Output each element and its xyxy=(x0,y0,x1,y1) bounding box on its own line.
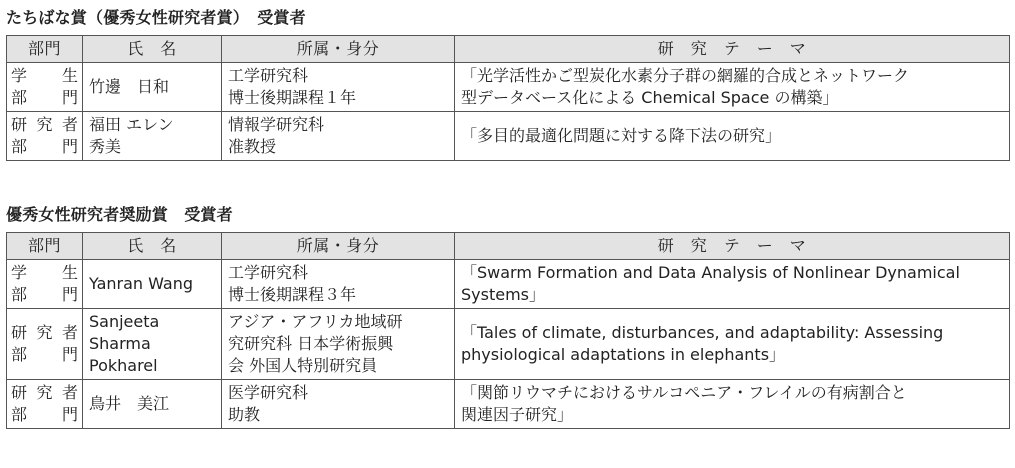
department-cell xyxy=(7,260,83,309)
table-header-row xyxy=(7,36,1010,63)
table-row xyxy=(7,112,1010,161)
awardee-name-line: 秀美 xyxy=(89,137,122,156)
table-row xyxy=(7,260,1010,309)
department-line: 部 門 xyxy=(11,88,78,107)
column-header-research-theme: 研 究 テ ー マ xyxy=(455,233,1010,260)
affiliation-cell xyxy=(222,309,455,380)
research-theme-line: 「Tales of climate, disturbances, and adaptability: Assessing xyxy=(461,323,944,342)
awardee-name-line: Pokharel xyxy=(89,356,158,375)
research-theme-cell xyxy=(455,260,1010,309)
table-row xyxy=(7,63,1010,112)
awardee-name-line: Yanran Wang xyxy=(89,274,194,293)
affiliation-line: 医学研究科 xyxy=(228,383,309,402)
department-line: 研究者 xyxy=(11,383,78,402)
affiliation-line: 工学研究科 xyxy=(228,263,309,282)
column-header-affiliation: 所属・身分 xyxy=(222,233,455,260)
affiliation-cell xyxy=(222,112,455,161)
awardee-name-line: Sharma xyxy=(89,334,151,353)
column-header-name: 氏 名 xyxy=(83,36,222,63)
department-line: 部 門 xyxy=(11,405,78,424)
research-theme-cell xyxy=(455,380,1010,429)
department-line: 学 生 xyxy=(11,263,78,282)
research-theme-line: Systems」 xyxy=(461,285,546,304)
awardee-name-cell xyxy=(83,380,222,429)
table-row xyxy=(7,309,1010,380)
table-header-row xyxy=(7,233,1010,260)
award-table-tachibana xyxy=(6,35,1010,161)
department-line: 研究者 xyxy=(11,115,78,134)
department-line: 研究者 xyxy=(11,323,78,342)
affiliation-line: 情報学研究科 xyxy=(228,115,325,134)
department-line: 部 門 xyxy=(11,137,78,156)
department-cell xyxy=(7,380,83,429)
table-row xyxy=(7,380,1010,429)
awardee-name-line: 福田 エレン xyxy=(89,115,174,134)
column-header-research-theme: 研 究 テ ー マ xyxy=(455,36,1010,63)
affiliation-line: 准教授 xyxy=(228,137,277,156)
table-body xyxy=(7,63,1010,161)
research-theme-line: 「Swarm Formation and Data Analysis of Nonlinear Dynamical xyxy=(461,263,960,282)
research-theme-line: physiological adaptations in elephants」 xyxy=(461,345,786,364)
awardee-name-line: Sanjeeta xyxy=(89,312,160,331)
affiliation-cell xyxy=(222,63,455,112)
research-theme-cell xyxy=(455,63,1010,112)
affiliation-cell xyxy=(222,260,455,309)
awardee-name-cell xyxy=(83,309,222,380)
research-theme-line: 「関節リウマチにおけるサルコペニア・フレイルの有病割合と xyxy=(461,383,907,402)
affiliation-line: 工学研究科 xyxy=(228,66,309,85)
research-theme-line: 「光学活性かご型炭化水素分子群の網羅的合成とネットワーク xyxy=(461,66,910,85)
department-cell xyxy=(7,112,83,161)
department-line: 学 生 xyxy=(11,66,78,85)
awardee-name-cell xyxy=(83,63,222,112)
section-title-encouragement-award: 優秀女性研究者奨励賞 受賞者 xyxy=(6,205,233,224)
department-cell xyxy=(7,309,83,380)
column-header-department: 部門 xyxy=(7,233,83,260)
awardee-name-cell xyxy=(83,112,222,161)
research-theme-line: 関連因子研究」 xyxy=(461,405,574,424)
affiliation-line: 助教 xyxy=(228,405,261,424)
award-table-encouragement xyxy=(6,232,1010,429)
department-line: 部 門 xyxy=(11,285,78,304)
awardee-name-cell xyxy=(83,260,222,309)
affiliation-line: アジア・アフリカ地域研 xyxy=(228,312,403,331)
column-header-affiliation: 所属・身分 xyxy=(222,36,455,63)
affiliation-cell xyxy=(222,380,455,429)
affiliation-line: 会 外国人特別研究員 xyxy=(228,356,378,375)
affiliation-line: 博士後期課程１年 xyxy=(228,88,357,107)
affiliation-line: 究研究科 日本学術振興 xyxy=(228,334,394,353)
awardee-name-line: 竹邊 日和 xyxy=(89,77,170,96)
table-body xyxy=(7,260,1010,429)
column-header-department: 部門 xyxy=(7,36,83,63)
awardee-name-line: 鳥井 美江 xyxy=(89,394,170,413)
column-header-name: 氏 名 xyxy=(83,233,222,260)
research-theme-cell xyxy=(455,112,1010,161)
section-title-tachibana-award: たちばな賞（優秀女性研究者賞） 受賞者 xyxy=(6,8,306,27)
department-line: 部 門 xyxy=(11,345,78,364)
department-cell xyxy=(7,63,83,112)
research-theme-line: 「多目的最適化問題に対する降下法の研究」 xyxy=(461,126,782,145)
affiliation-line: 博士後期課程３年 xyxy=(228,285,357,304)
research-theme-cell xyxy=(455,309,1010,380)
research-theme-line: 型データベース化による Chemical Space の構築」 xyxy=(461,88,839,107)
